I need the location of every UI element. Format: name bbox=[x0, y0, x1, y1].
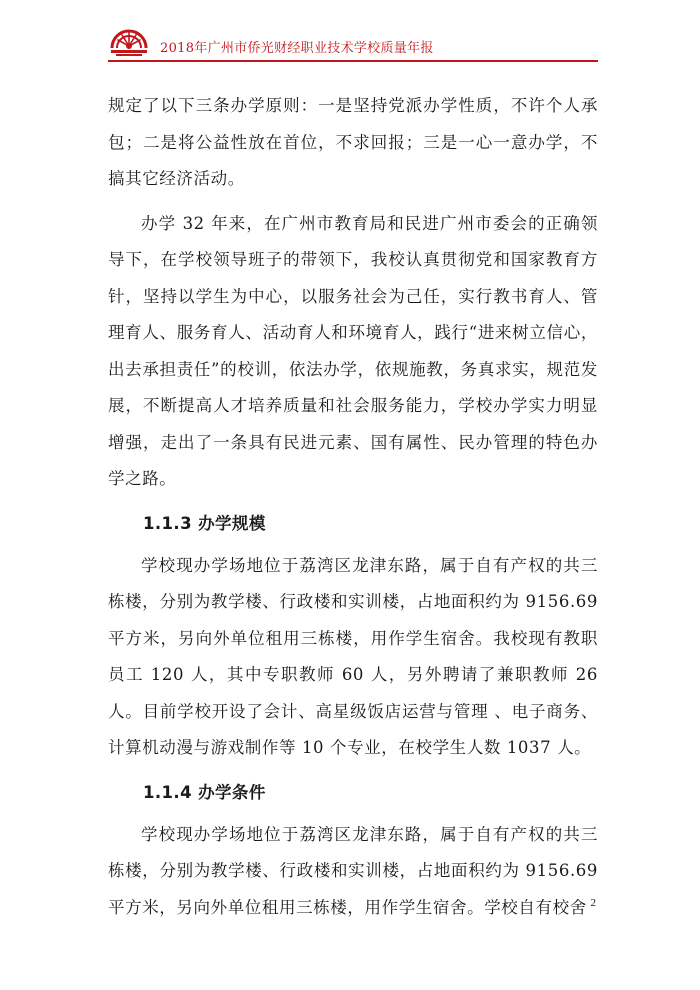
paragraph-scale: 学校现办学场地位于荔湾区龙津东路，属于自有产权的共三栋楼，分别为教学楼、行政楼和实训楼，占地面积约为 9156.69 平方米，另向外单位租用三栋楼，用作学生宿舍。我校现有教职员工 120 人，其中专职教师 60 人，另外聘请了兼职教师 26 人。目前学校开设了会计、高星级饭店运营与管理 、电子商务、计算机动漫与游戏制作等 10 个专业，在校学生人数 1037 人。 bbox=[108, 555, 598, 757]
header-title: 2018年广州市侨光财经职业技术学校质量年报 bbox=[160, 41, 434, 56]
header-divider bbox=[108, 60, 598, 62]
page-number: 2 bbox=[590, 897, 596, 909]
paragraph-principles: 规定了以下三条办学原则：一是坚持党派办学性质，不许个人承包；二是将公益性放在首位，不求回报；三是一心一意办学，不搞其它经济活动。 bbox=[108, 96, 598, 188]
paragraph-conditions: 学校现办学场地位于荔湾区龙津东路，属于自有产权的共三栋楼，分别为教学楼、行政楼和实训楼，占地面积约为 9156.69 平方米，另向外单位租用三栋楼，用作学生宿舍。学校自有校舍 bbox=[108, 824, 598, 917]
section-heading-scale: 1.1.3 办学规模 bbox=[143, 513, 266, 533]
page-header bbox=[108, 24, 598, 64]
school-emblem-icon bbox=[108, 24, 150, 58]
document-body bbox=[108, 88, 598, 934]
paragraph-history: 办学 32 年来，在广州市教育局和民进广州市委会的正确领导下，在学校领导班子的带领下，我校认真贯彻党和国家教育方针，坚持以学生为中心，以服务社会为己任，实行教书育人、管理育人、服务育人、活动育人和环境育人，践行“进来树立信心，出去承担责任”的校训，依法办学，依规施教，务真求实，规范发展，不断提高人才培养质量和社会服务能力，学校办学实力明显增强，走出了一条具有民进元素、国有属性、民办管理的特色办学之路。 bbox=[108, 213, 598, 488]
section-heading-conditions: 1.1.4 办学条件 bbox=[143, 782, 266, 802]
